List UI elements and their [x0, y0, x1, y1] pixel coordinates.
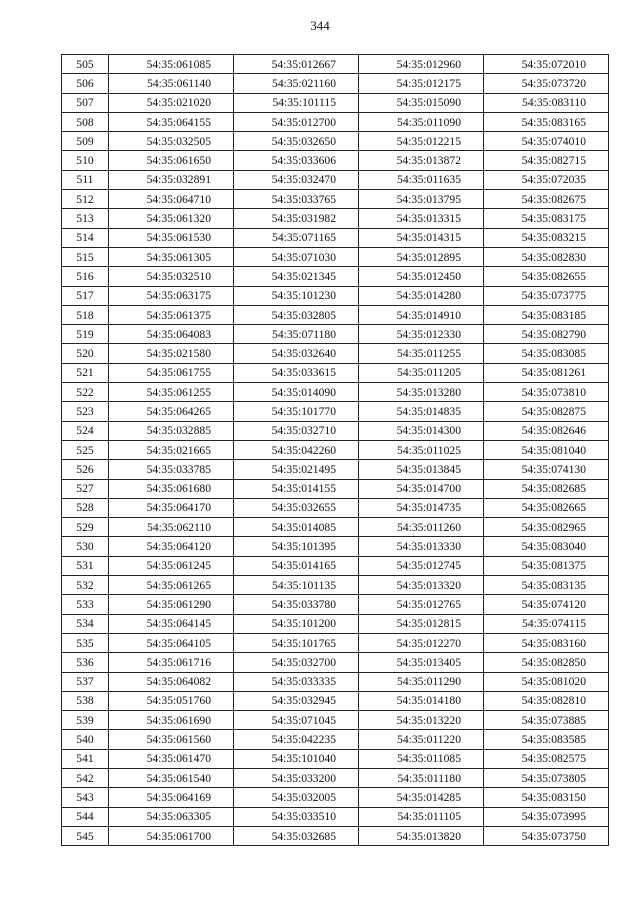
- cadastral-number-cell: 54:35:073885: [484, 711, 609, 730]
- cadastral-number-cell: 54:35:032710: [234, 421, 359, 440]
- cadastral-number-cell: 54:35:042235: [234, 730, 359, 749]
- cadastral-number-cell: 54:35:074010: [484, 132, 609, 151]
- cadastral-number-cell: 54:35:061245: [109, 556, 234, 575]
- cadastral-number-cell: 54:35:064082: [109, 672, 234, 691]
- cadastral-number-cell: 54:35:083040: [484, 537, 609, 556]
- table-row: [62, 730, 609, 749]
- cadastral-number-cell: 54:35:061305: [109, 247, 234, 266]
- table-row: [62, 460, 609, 479]
- table-row: [62, 132, 609, 151]
- row-number-cell: 540: [62, 730, 109, 749]
- cadastral-number-cell: 54:35:014085: [234, 518, 359, 537]
- cadastral-number-cell: 54:35:011085: [359, 749, 484, 768]
- cadastral-number-cell: 54:35:082655: [484, 267, 609, 286]
- table-row: [62, 576, 609, 595]
- cadastral-number-cell: 54:35:074120: [484, 595, 609, 614]
- cadastral-number-cell: 54:35:081261: [484, 363, 609, 382]
- cadastral-number-cell: 54:35:011260: [359, 518, 484, 537]
- table-row: [62, 247, 609, 266]
- cadastral-number-cell: 54:35:014315: [359, 228, 484, 247]
- table-row: [62, 479, 609, 498]
- cadastral-number-cell: 54:35:012270: [359, 633, 484, 652]
- cadastral-number-cell: 54:35:101765: [234, 633, 359, 652]
- cadastral-number-cell: 54:35:011180: [359, 768, 484, 787]
- table-row: [62, 228, 609, 247]
- page-number: 344: [310, 18, 330, 33]
- cadastral-number-cell: 54:35:032945: [234, 691, 359, 710]
- cadastral-number-cell: 54:35:064169: [109, 788, 234, 807]
- cadastral-number-cell: 54:35:083160: [484, 633, 609, 652]
- row-number-cell: 521: [62, 363, 109, 382]
- row-number-cell: 541: [62, 749, 109, 768]
- cadastral-number-cell: 54:35:011255: [359, 344, 484, 363]
- cadastral-number-cell: 54:35:032470: [234, 170, 359, 189]
- cadastral-number-cell: 54:35:011025: [359, 440, 484, 459]
- cadastral-number-cell: 54:35:082665: [484, 498, 609, 517]
- table-row: [62, 170, 609, 189]
- cadastral-number-cell: 54:35:032700: [234, 653, 359, 672]
- cadastral-number-cell: 54:35:014700: [359, 479, 484, 498]
- cadastral-number-cell: 54:35:032885: [109, 421, 234, 440]
- cadastral-number-cell: 54:35:074115: [484, 614, 609, 633]
- cadastral-number-cell: 54:35:061085: [109, 55, 234, 74]
- cadastral-number-cell: 54:35:061320: [109, 209, 234, 228]
- cadastral-number-cell: 54:35:013315: [359, 209, 484, 228]
- cadastral-number-cell: 54:35:061290: [109, 595, 234, 614]
- cadastral-number-cell: 54:35:032005: [234, 788, 359, 807]
- cadastral-number-cell: 54:35:073810: [484, 383, 609, 402]
- cadastral-number-cell: 54:35:082875: [484, 402, 609, 421]
- cadastral-number-cell: 54:35:012215: [359, 132, 484, 151]
- cadastral-number-cell: 54:35:014285: [359, 788, 484, 807]
- table-row: [62, 325, 609, 344]
- cadastral-number-cell: 54:35:082965: [484, 518, 609, 537]
- row-number-cell: 538: [62, 691, 109, 710]
- row-number-cell: 514: [62, 228, 109, 247]
- cadastral-number-cell: 54:35:032640: [234, 344, 359, 363]
- cadastral-number-cell: 54:35:013280: [359, 383, 484, 402]
- row-number-cell: 513: [62, 209, 109, 228]
- table-row: [62, 807, 609, 826]
- table-row: [62, 749, 609, 768]
- cadastral-number-cell: 54:35:013405: [359, 653, 484, 672]
- cadastral-number-cell: 54:35:051760: [109, 691, 234, 710]
- row-number-cell: 544: [62, 807, 109, 826]
- cadastral-number-cell: 54:35:061650: [109, 151, 234, 170]
- cadastral-number-cell: 54:35:033606: [234, 151, 359, 170]
- table-row: [62, 440, 609, 459]
- cadastral-number-cell: 54:35:073995: [484, 807, 609, 826]
- cadastral-number-cell: 54:35:042260: [234, 440, 359, 459]
- cadastral-number-cell: 54:35:081020: [484, 672, 609, 691]
- table-row: [62, 421, 609, 440]
- row-number-cell: 515: [62, 247, 109, 266]
- cadastral-number-cell: 54:35:014155: [234, 479, 359, 498]
- row-number-cell: 520: [62, 344, 109, 363]
- cadastral-number-cell: 54:35:021020: [109, 93, 234, 112]
- cadastral-number-cell: 54:35:032685: [234, 826, 359, 845]
- row-number-cell: 543: [62, 788, 109, 807]
- cadastral-number-cell: 54:35:083585: [484, 730, 609, 749]
- cadastral-number-cell: 54:35:064105: [109, 633, 234, 652]
- cadastral-number-cell: 54:35:082575: [484, 749, 609, 768]
- table-row: [62, 537, 609, 556]
- row-number-cell: 533: [62, 595, 109, 614]
- cadastral-number-cell: 54:35:011220: [359, 730, 484, 749]
- cadastral-number-cell: 54:35:072035: [484, 170, 609, 189]
- cadastral-number-cell: 54:35:014090: [234, 383, 359, 402]
- cadastral-number-cell: 54:35:032650: [234, 132, 359, 151]
- cadastral-number-cell: 54:35:061560: [109, 730, 234, 749]
- cadastral-number-cell: 54:35:032510: [109, 267, 234, 286]
- cadastral-number-cell: 54:35:072010: [484, 55, 609, 74]
- cadastral-number-cell: 54:35:064155: [109, 112, 234, 131]
- row-number-cell: 517: [62, 286, 109, 305]
- table-row: [62, 305, 609, 324]
- cadastral-number-cell: 54:35:011635: [359, 170, 484, 189]
- cadastral-number-cell: 54:35:033780: [234, 595, 359, 614]
- cadastral-number-cell: 54:35:064120: [109, 537, 234, 556]
- cadastral-number-cell: 54:35:021160: [234, 74, 359, 93]
- cadastral-number-cell: 54:35:082830: [484, 247, 609, 266]
- cadastral-number-cell: 54:35:074130: [484, 460, 609, 479]
- cadastral-number-cell: 54:35:083165: [484, 112, 609, 131]
- cadastral-number-cell: 54:35:033510: [234, 807, 359, 826]
- cadastral-number-cell: 54:35:013220: [359, 711, 484, 730]
- cadastral-number-cell: 54:35:021495: [234, 460, 359, 479]
- cadastral-number-cell: 54:35:061255: [109, 383, 234, 402]
- row-number-cell: 523: [62, 402, 109, 421]
- cadastral-number-cell: 54:35:021345: [234, 267, 359, 286]
- table-row: [62, 711, 609, 730]
- cadastral-number-cell: 54:35:061265: [109, 576, 234, 595]
- cadastral-number-cell: 54:35:082715: [484, 151, 609, 170]
- cadastral-number-cell: 54:35:063175: [109, 286, 234, 305]
- cadastral-number-cell: 54:35:071180: [234, 325, 359, 344]
- cadastral-number-cell: 54:35:061700: [109, 826, 234, 845]
- cadastral-number-cell: 54:35:014835: [359, 402, 484, 421]
- cadastral-number-cell: 54:35:101040: [234, 749, 359, 768]
- table-row: [62, 614, 609, 633]
- cadastral-number-cell: 54:35:012745: [359, 556, 484, 575]
- row-number-cell: 505: [62, 55, 109, 74]
- cadastral-number-cell: 54:35:031982: [234, 209, 359, 228]
- cadastral-number-cell: 54:35:012960: [359, 55, 484, 74]
- table-row: [62, 267, 609, 286]
- cadastral-number-cell: 54:35:063305: [109, 807, 234, 826]
- cadastral-number-cell: 54:35:015090: [359, 93, 484, 112]
- cadastral-number-cell: 54:35:073805: [484, 768, 609, 787]
- row-number-cell: 530: [62, 537, 109, 556]
- cadastral-number-cell: 54:35:032805: [234, 305, 359, 324]
- cadastral-number-cell: 54:35:013845: [359, 460, 484, 479]
- row-number-cell: 528: [62, 498, 109, 517]
- cadastral-number-cell: 54:35:033615: [234, 363, 359, 382]
- table-row: [62, 383, 609, 402]
- table-row: [62, 653, 609, 672]
- cadastral-number-cell: 54:35:061540: [109, 768, 234, 787]
- cadastral-number-cell: 54:35:071165: [234, 228, 359, 247]
- table-row: [62, 344, 609, 363]
- cadastral-number-cell: 54:35:101200: [234, 614, 359, 633]
- cadastral-number-cell: 54:35:082810: [484, 691, 609, 710]
- cadastral-number-cell: 54:35:012700: [234, 112, 359, 131]
- row-number-cell: 524: [62, 421, 109, 440]
- cadastral-number-cell: 54:35:014910: [359, 305, 484, 324]
- table-row: [62, 826, 609, 845]
- cadastral-number-cell: 54:35:064170: [109, 498, 234, 517]
- table-row: [62, 768, 609, 787]
- row-number-cell: 536: [62, 653, 109, 672]
- cadastral-number-cell: 54:35:011205: [359, 363, 484, 382]
- cadastral-number-cell: 54:35:032891: [109, 170, 234, 189]
- row-number-cell: 537: [62, 672, 109, 691]
- cadastral-number-cell: 54:35:083185: [484, 305, 609, 324]
- cadastral-number-cell: 54:35:061755: [109, 363, 234, 382]
- cadastral-number-cell: 54:35:081375: [484, 556, 609, 575]
- cadastral-number-cell: 54:35:064710: [109, 190, 234, 209]
- cadastral-number-cell: 54:35:073750: [484, 826, 609, 845]
- cadastral-number-cell: 54:35:061530: [109, 228, 234, 247]
- cadastral-number-cell: 54:35:013330: [359, 537, 484, 556]
- cadastral-number-cell: 54:35:101115: [234, 93, 359, 112]
- cadastral-number-cell: 54:35:082675: [484, 190, 609, 209]
- cadastral-number-cell: 54:35:082646: [484, 421, 609, 440]
- row-number-cell: 509: [62, 132, 109, 151]
- table-body: [62, 55, 609, 846]
- cadastral-number-cell: 54:35:071045: [234, 711, 359, 730]
- table-row: [62, 595, 609, 614]
- cadastral-number-cell: 54:35:011105: [359, 807, 484, 826]
- cadastral-number-cell: 54:35:033335: [234, 672, 359, 691]
- row-number-cell: 522: [62, 383, 109, 402]
- table-row: [62, 518, 609, 537]
- row-number-cell: 534: [62, 614, 109, 633]
- row-number-cell: 545: [62, 826, 109, 845]
- row-number-cell: 525: [62, 440, 109, 459]
- cadastral-number-cell: 54:35:083135: [484, 576, 609, 595]
- row-number-cell: 511: [62, 170, 109, 189]
- cadastral-number-cell: 54:35:064265: [109, 402, 234, 421]
- table-row: [62, 93, 609, 112]
- cadastral-number-cell: 54:35:013320: [359, 576, 484, 595]
- cadastral-number-cell: 54:35:101135: [234, 576, 359, 595]
- row-number-cell: 518: [62, 305, 109, 324]
- cadastral-number-cell: 54:35:064083: [109, 325, 234, 344]
- table-row: [62, 190, 609, 209]
- cadastral-number-cell: 54:35:014180: [359, 691, 484, 710]
- table-row: [62, 556, 609, 575]
- table-row: [62, 112, 609, 131]
- table-row: [62, 55, 609, 74]
- cadastral-table: [61, 54, 609, 846]
- table-row: [62, 498, 609, 517]
- table-row: [62, 74, 609, 93]
- row-number-cell: 532: [62, 576, 109, 595]
- cadastral-number-cell: 54:35:061375: [109, 305, 234, 324]
- row-number-cell: 506: [62, 74, 109, 93]
- cadastral-number-cell: 54:35:061680: [109, 479, 234, 498]
- cadastral-number-cell: 54:35:014165: [234, 556, 359, 575]
- cadastral-number-cell: 54:35:012330: [359, 325, 484, 344]
- cadastral-number-cell: 54:35:013795: [359, 190, 484, 209]
- row-number-cell: 535: [62, 633, 109, 652]
- cadastral-number-cell: 54:35:021580: [109, 344, 234, 363]
- table-row: [62, 788, 609, 807]
- cadastral-number-cell: 54:35:011090: [359, 112, 484, 131]
- table-row: [62, 151, 609, 170]
- row-number-cell: 529: [62, 518, 109, 537]
- cadastral-number-cell: 54:35:061690: [109, 711, 234, 730]
- cadastral-number-cell: 54:35:061470: [109, 749, 234, 768]
- row-number-cell: 510: [62, 151, 109, 170]
- cadastral-number-cell: 54:35:064145: [109, 614, 234, 633]
- cadastral-number-cell: 54:35:082790: [484, 325, 609, 344]
- cadastral-number-cell: 54:35:012667: [234, 55, 359, 74]
- cadastral-number-cell: 54:35:032655: [234, 498, 359, 517]
- row-number-cell: 512: [62, 190, 109, 209]
- row-number-cell: 531: [62, 556, 109, 575]
- row-number-cell: 516: [62, 267, 109, 286]
- cadastral-number-cell: 54:35:101770: [234, 402, 359, 421]
- cadastral-number-cell: 54:35:033200: [234, 768, 359, 787]
- row-number-cell: 519: [62, 325, 109, 344]
- cadastral-number-cell: 54:35:012175: [359, 74, 484, 93]
- table-row: [62, 209, 609, 228]
- cadastral-number-cell: 54:35:083215: [484, 228, 609, 247]
- table-row: [62, 363, 609, 382]
- cadastral-number-cell: 54:35:012450: [359, 267, 484, 286]
- cadastral-number-cell: 54:35:021665: [109, 440, 234, 459]
- table-row: [62, 672, 609, 691]
- row-number-cell: 526: [62, 460, 109, 479]
- cadastral-number-cell: 54:35:033765: [234, 190, 359, 209]
- cadastral-number-cell: 54:35:012765: [359, 595, 484, 614]
- cadastral-number-cell: 54:35:083110: [484, 93, 609, 112]
- cadastral-number-cell: 54:35:101230: [234, 286, 359, 305]
- cadastral-number-cell: 54:35:083175: [484, 209, 609, 228]
- cadastral-number-cell: 54:35:013872: [359, 151, 484, 170]
- cadastral-number-cell: 54:35:082685: [484, 479, 609, 498]
- row-number-cell: 539: [62, 711, 109, 730]
- cadastral-number-cell: 54:35:081040: [484, 440, 609, 459]
- cadastral-number-cell: 54:35:014735: [359, 498, 484, 517]
- cadastral-number-cell: 54:35:083085: [484, 344, 609, 363]
- cadastral-number-cell: 54:35:082850: [484, 653, 609, 672]
- cadastral-number-cell: 54:35:012815: [359, 614, 484, 633]
- row-number-cell: 527: [62, 479, 109, 498]
- row-number-cell: 507: [62, 93, 109, 112]
- table-row: [62, 633, 609, 652]
- cadastral-number-cell: 54:35:073775: [484, 286, 609, 305]
- cadastral-number-cell: 54:35:101395: [234, 537, 359, 556]
- cadastral-number-cell: 54:35:011290: [359, 672, 484, 691]
- cadastral-number-cell: 54:35:032505: [109, 132, 234, 151]
- table-row: [62, 286, 609, 305]
- cadastral-number-cell: 54:35:013820: [359, 826, 484, 845]
- table-row: [62, 402, 609, 421]
- cadastral-number-cell: 54:35:061140: [109, 74, 234, 93]
- cadastral-number-cell: 54:35:012895: [359, 247, 484, 266]
- row-number-cell: 542: [62, 768, 109, 787]
- cadastral-number-cell: 54:35:014300: [359, 421, 484, 440]
- cadastral-number-cell: 54:35:061716: [109, 653, 234, 672]
- cadastral-number-cell: 54:35:071030: [234, 247, 359, 266]
- cadastral-number-cell: 54:35:062110: [109, 518, 234, 537]
- table-row: [62, 691, 609, 710]
- cadastral-number-cell: 54:35:033785: [109, 460, 234, 479]
- cadastral-number-cell: 54:35:014280: [359, 286, 484, 305]
- cadastral-number-cell: 54:35:073720: [484, 74, 609, 93]
- row-number-cell: 508: [62, 112, 109, 131]
- cadastral-number-cell: 54:35:083150: [484, 788, 609, 807]
